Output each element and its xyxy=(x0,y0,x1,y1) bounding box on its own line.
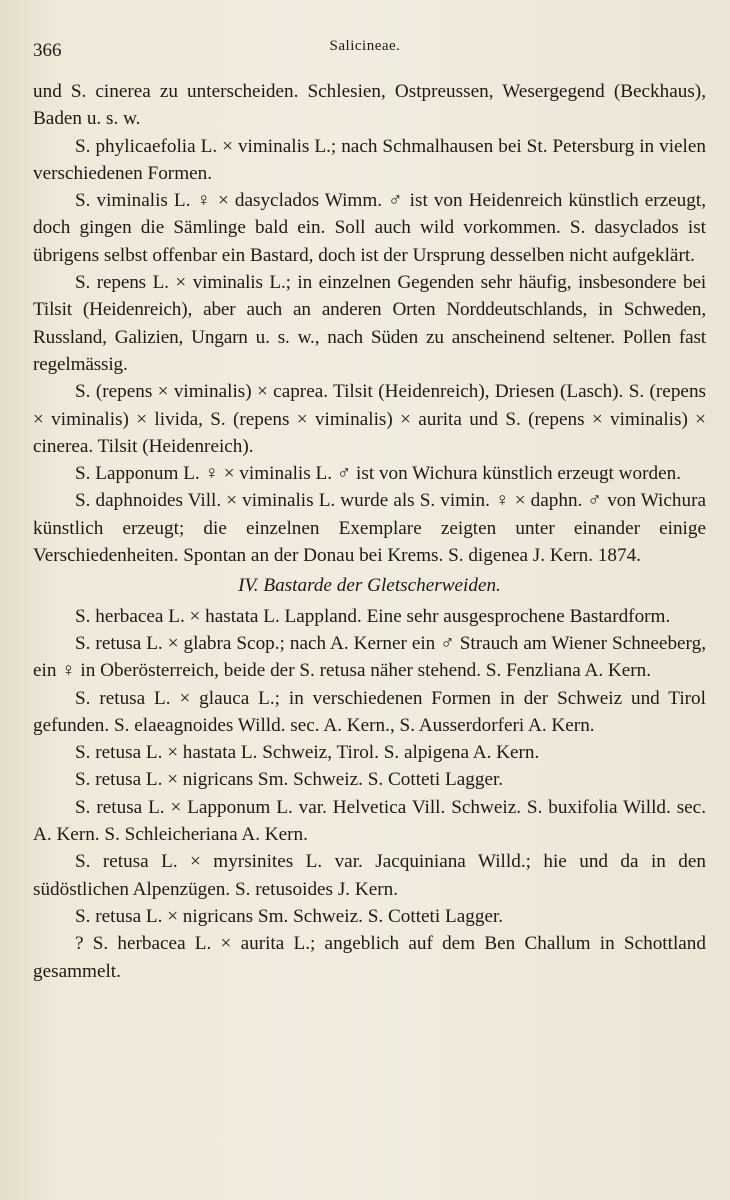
paragraph-7: S. daphnoides Vill. × viminalis L. wurde als S. vimin. ♀ × daphn. ♂ von Wichura künstlich erzeugt; die einzelnen Exemplare zeigten unter einander einige Verschiedenheiten. Spontan an der Donau bei Krems. S. digenea J. Kern. 1874. xyxy=(33,490,706,567)
paragraph-5: S. (repens × viminalis) × caprea. Tilsit (Heidenreich), Driesen (Lasch). S. (repens × viminalis) × livida, S. (repens × viminalis) × aurita und S. (repens × viminalis) × cinerea. Tilsit (Heidenreich). xyxy=(33,381,706,457)
paragraph-1: und S. cinerea zu unterscheiden. Schlesien, Ostpreussen, Wesergegend (Beckhaus), Baden u. s. w. xyxy=(33,81,706,130)
paragraph-17: ? S. herbacea L. × aurita L.; angeblich auf dem Ben Challum in Schottland gesammelt. xyxy=(33,933,706,982)
paragraph-14: S. retusa L. × Lapponum L. var. Helvetica Vill. Schweiz. S. buxifolia Willd. sec. A. Kern. S. Schleicheriana A. Kern. xyxy=(33,796,706,846)
paragraph-10: S. retusa L. × glabra Scop.; nach A. Kerner ein ♂ Strauch am Wiener Schneeberg, ein ♀ in Oberösterreich, beide der S. retusa näher stehend. S. Fenzliana A. Kern. xyxy=(33,632,706,682)
paragraph-6: S. Lapponum L. ♀ × viminalis L. ♂ ist von Wichura künstlich erzeugt worden. xyxy=(75,463,682,485)
paragraph-11: S. retusa L. × glauca L.; in verschiedenen Formen in der Schweiz und Tirol gefunden. S. elaeagnoides Willd. sec. A. Kern., S. Ausserdorferi A. Kern. xyxy=(33,687,706,736)
page-number: 366 xyxy=(33,40,62,61)
running-title: Salicineae. xyxy=(329,38,401,54)
paragraph-4: S. repens L. × viminalis L.; in einzelnen Gegenden sehr häufig, insbesondere bei Tilsit (Heidenreich), aber auch an anderen Orten Norddeutschlands, in Schweden, Russland, Galizien, Ungarn u. s. w., nach Süden zu anscheinend seltener. Pollen fast regelmässig. xyxy=(33,272,706,375)
page-body xyxy=(33,78,706,985)
paragraph-2: S. phylicaefolia L. × viminalis L.; nach Schmalhausen bei St. Petersburg in vielen verschiedenen Formen. xyxy=(33,135,706,184)
section-heading: IV. Bastarde der Gletscherweiden. xyxy=(238,575,501,597)
paragraph-12: S. retusa L. × hastata L. Schweiz, Tirol. S. alpigena A. Kern. xyxy=(75,742,540,764)
paragraph-9: S. herbacea L. × hastata L. Lappland. Eine sehr ausgesprochene Bastardform. xyxy=(75,605,671,627)
paragraph-13: S. retusa L. × nigricans Sm. Schweiz. S. Cotteti Lagger. xyxy=(75,769,504,791)
paragraph-16: S. retusa L. × nigricans Sm. Schweiz. S. Cotteti Lagger. xyxy=(75,905,504,927)
paragraph-15: S. retusa L. × myrsinites L. var. Jacquiniana Willd.; hie und da in den südöstlichen Alpenzügen. S. retusoides J. Kern. xyxy=(33,851,706,900)
paragraph-3: S. viminalis L. ♀ × dasyclados Wimm. ♂ ist von Heidenreich künstlich erzeugt, doch gingen die Sämlinge bald ein. Soll auch wild vorkommen. S. dasyclados ist übrigens selbst offenbar ein Bastard, doch ist der Ursprung desselben nicht aufgeklärt. xyxy=(33,190,706,266)
